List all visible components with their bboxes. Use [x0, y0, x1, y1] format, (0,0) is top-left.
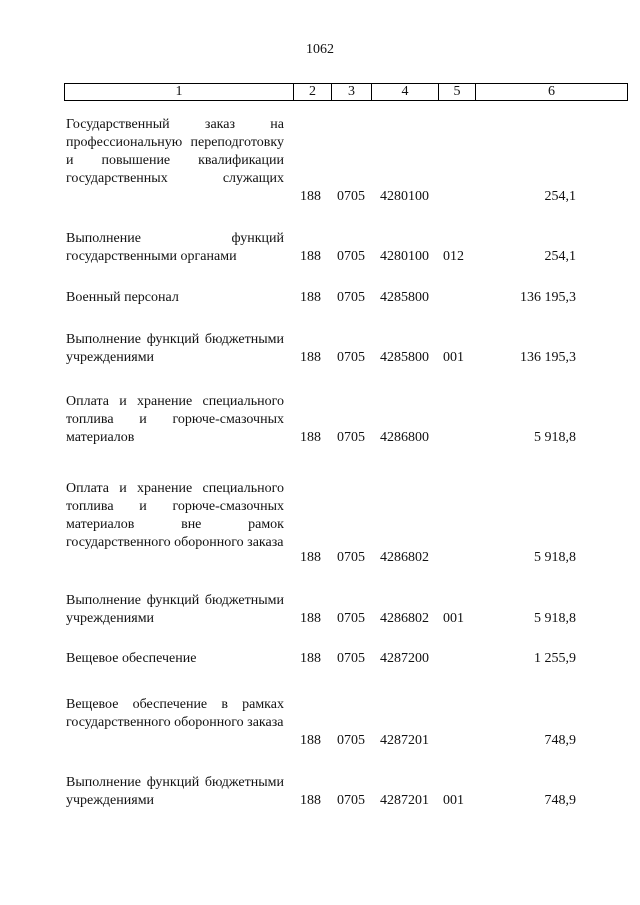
row-col-6: 254,1 — [544, 249, 576, 264]
row-col-3: 0705 — [337, 611, 365, 626]
row-col-3: 0705 — [337, 651, 365, 666]
row-col-4: 4287201 — [380, 793, 429, 808]
header-col-4: 4 — [372, 84, 439, 100]
table-header — [64, 83, 628, 101]
header-col-6: 6 — [548, 84, 555, 99]
row-col-2: 188 — [300, 189, 321, 204]
row-col-3: 0705 — [337, 550, 365, 565]
row-col-2: 188 — [300, 550, 321, 565]
row-col-4: 4280100 — [380, 249, 429, 264]
row-col-3: 0705 — [337, 249, 365, 264]
row-col-6: 5 918,8 — [534, 430, 576, 445]
row-description: Оплата и хранение специального топлива и горюче-смазочных материалов вне рамок государственного оборонного заказа — [66, 481, 284, 550]
row-description: Вещевое обеспечение в рамках государственного оборонного заказа — [66, 697, 284, 730]
row-col-5: 001 — [443, 793, 464, 808]
row-col-2: 188 — [300, 733, 321, 748]
row-description: Военный персонал — [66, 290, 179, 305]
header-col-2: 2 — [294, 84, 332, 100]
row-col-2: 188 — [300, 430, 321, 445]
row-description: Выполнение функций государственными органами — [66, 231, 284, 264]
row-col-6: 136 195,3 — [520, 290, 576, 305]
row-col-5: 012 — [443, 249, 464, 264]
row-col-2: 188 — [300, 611, 321, 626]
row-col-6: 748,9 — [544, 793, 576, 808]
header-col-1: 1 — [65, 84, 294, 100]
row-col-5: 001 — [443, 611, 464, 626]
row-description: Выполнение функций бюджетными учреждениями — [66, 332, 284, 365]
row-col-4: 4280100 — [380, 189, 429, 204]
row-col-4: 4287201 — [380, 733, 429, 748]
page-number: 1062 — [306, 42, 334, 57]
row-col-2: 188 — [300, 290, 321, 305]
row-col-6: 136 195,3 — [520, 350, 576, 365]
row-col-3: 0705 — [337, 733, 365, 748]
row-col-2: 188 — [300, 793, 321, 808]
row-col-6: 254,1 — [544, 189, 576, 204]
header-col-3: 3 — [332, 84, 372, 100]
row-col-3: 0705 — [337, 430, 365, 445]
row-description: Выполнение функций бюджетными учреждениями — [66, 775, 284, 808]
row-col-6: 748,9 — [544, 733, 576, 748]
header-col-5: 5 — [439, 84, 476, 100]
row-description: Оплата и хранение специального топлива и горюче-смазочных материалов — [66, 394, 284, 445]
row-col-5: 001 — [443, 350, 464, 365]
row-col-6: 1 255,9 — [534, 651, 576, 666]
row-col-4: 4287200 — [380, 651, 429, 666]
row-description: Вещевое обеспечение — [66, 651, 197, 666]
row-col-6: 5 918,8 — [534, 550, 576, 565]
row-col-3: 0705 — [337, 189, 365, 204]
row-col-3: 0705 — [337, 350, 365, 365]
row-col-6: 5 918,8 — [534, 611, 576, 626]
row-col-2: 188 — [300, 651, 321, 666]
row-col-3: 0705 — [337, 290, 365, 305]
row-col-3: 0705 — [337, 793, 365, 808]
row-col-4: 4286802 — [380, 550, 429, 565]
row-col-2: 188 — [300, 249, 321, 264]
row-col-4: 4286802 — [380, 611, 429, 626]
row-col-4: 4286800 — [380, 430, 429, 445]
row-col-2: 188 — [300, 350, 321, 365]
row-description: Выполнение функций бюджетными учреждениями — [66, 593, 284, 626]
row-col-4: 4285800 — [380, 350, 429, 365]
row-description: Государственный заказ на профессиональную переподготовку и повышение квалификации государственных служащих — [66, 117, 284, 186]
row-col-4: 4285800 — [380, 290, 429, 305]
